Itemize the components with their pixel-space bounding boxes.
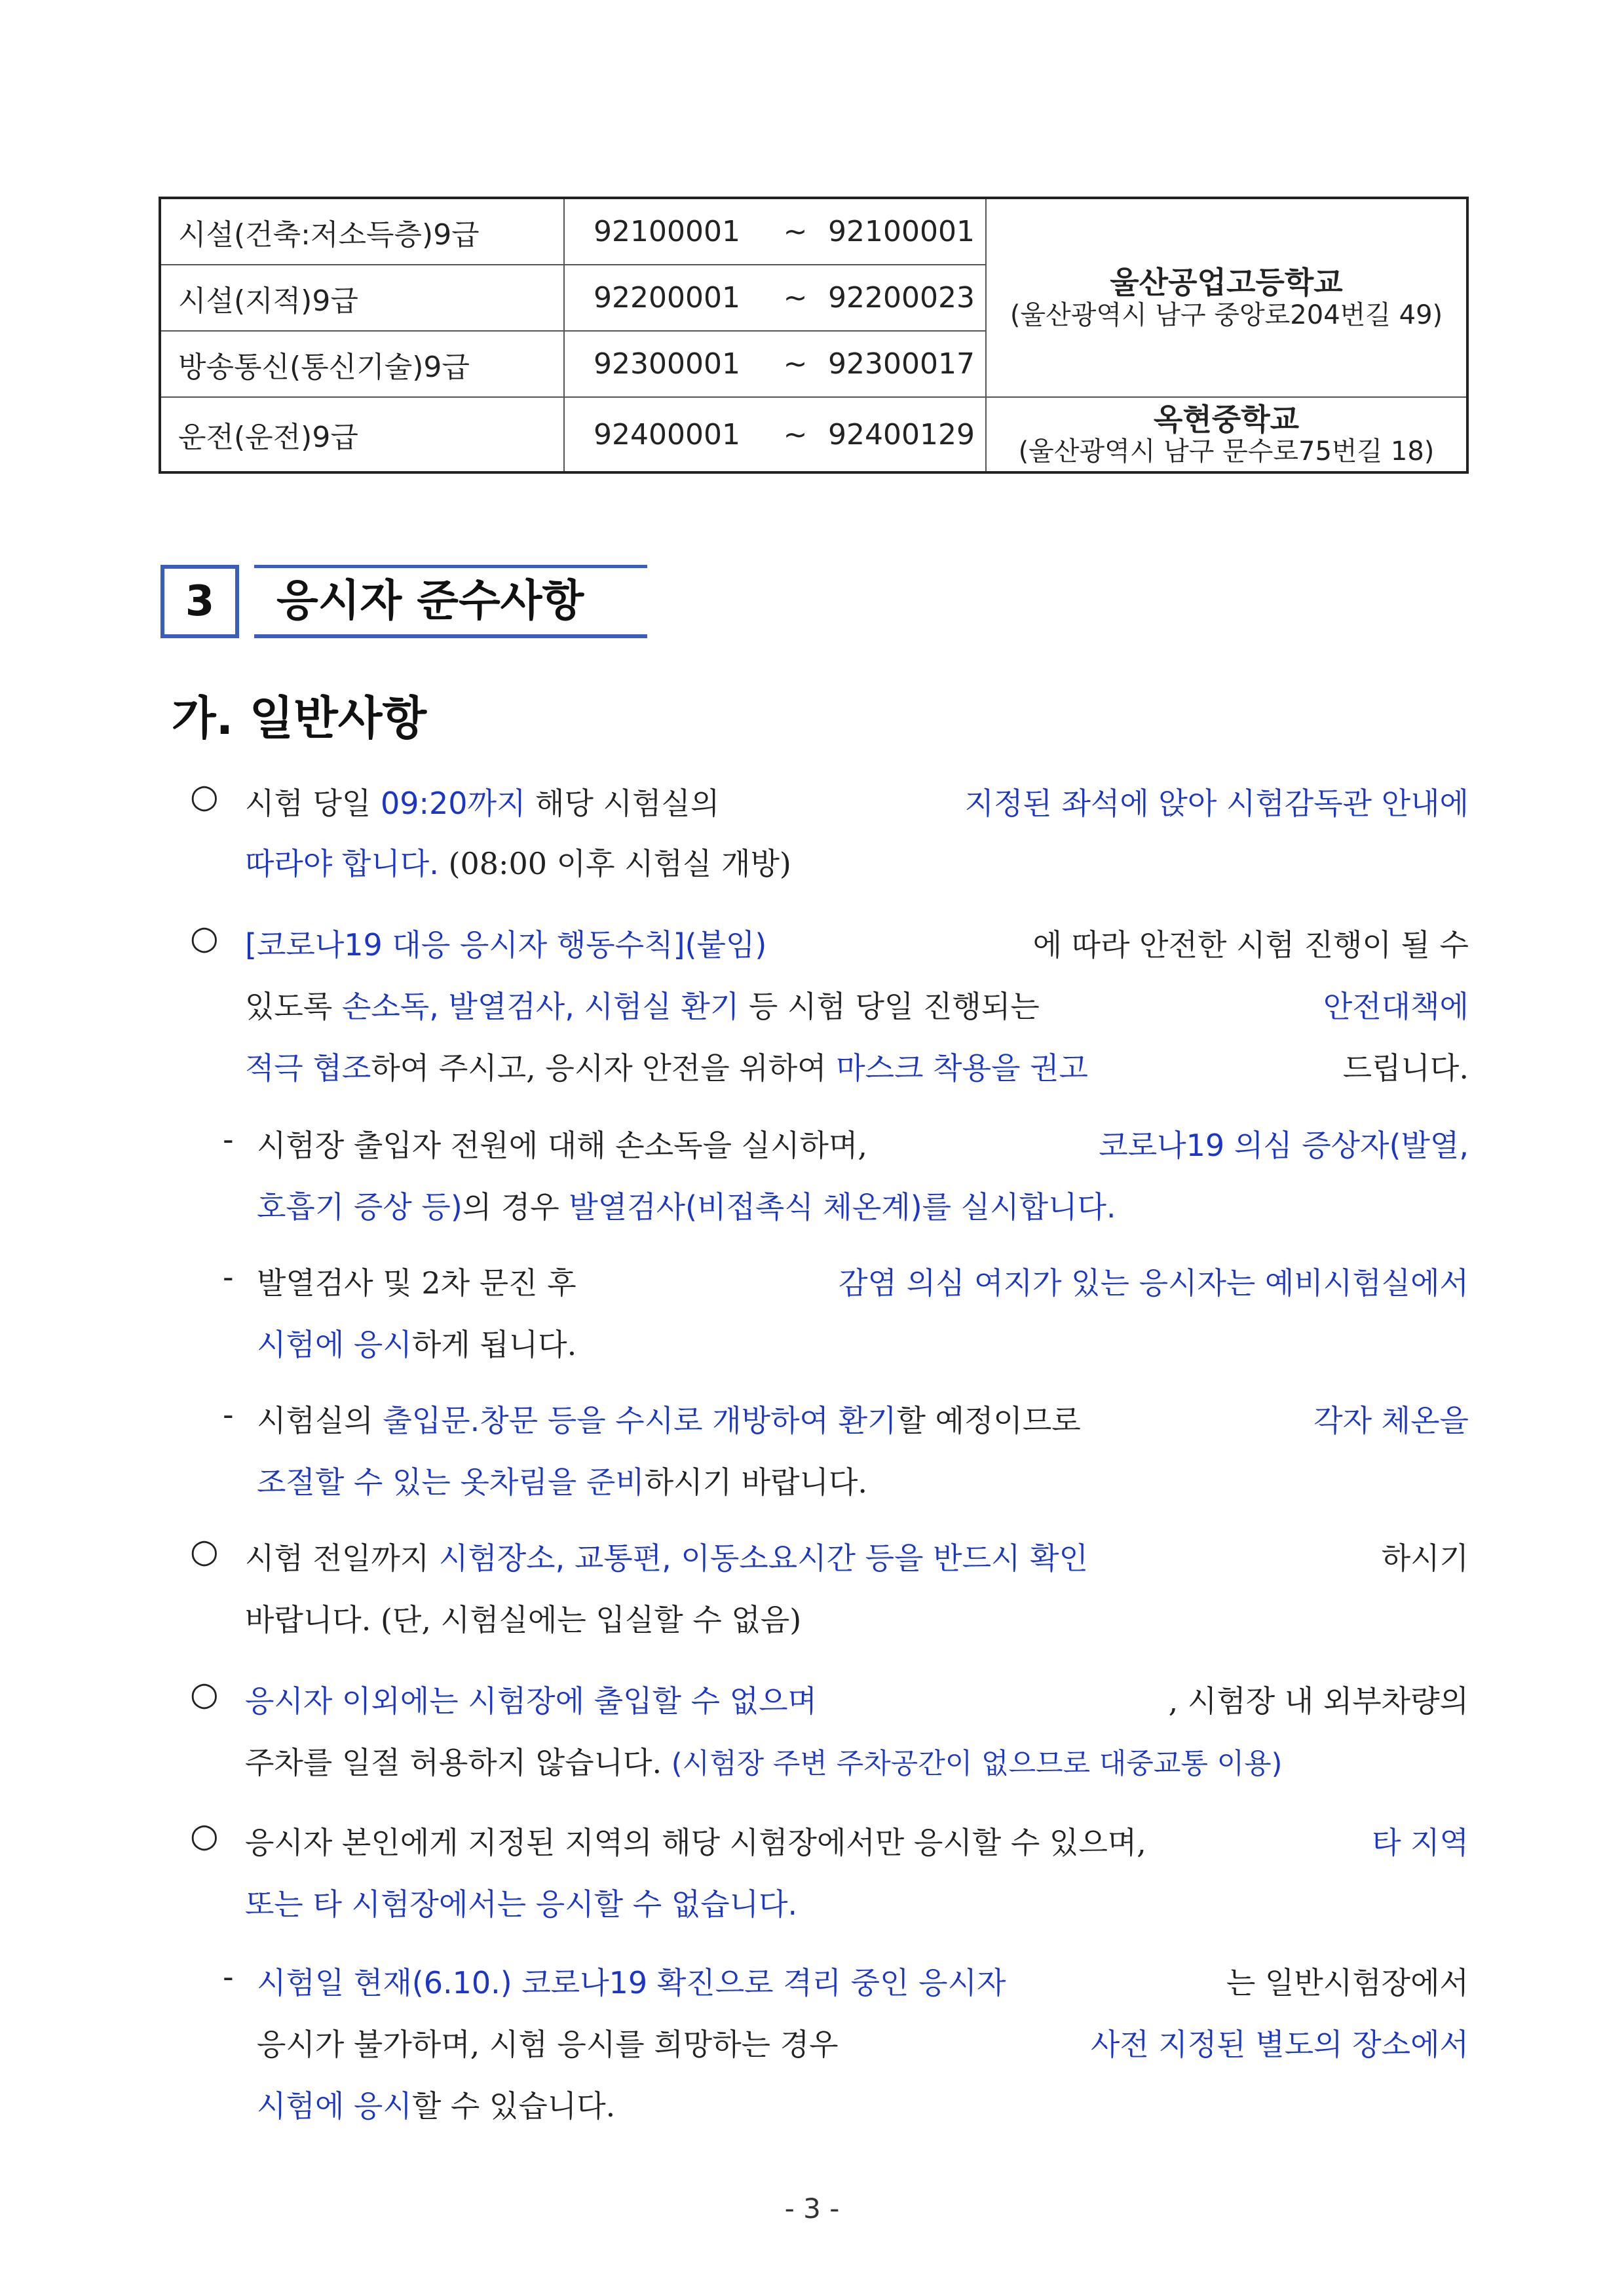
paragraph-line bbox=[245, 780, 1469, 823]
paragraph-line bbox=[245, 983, 1469, 1026]
range-start: 92400001 bbox=[594, 417, 740, 451]
venue-cell bbox=[986, 198, 1467, 397]
dash-marker: - bbox=[223, 1397, 234, 1432]
bullet-circle: ○ bbox=[190, 1816, 219, 1854]
highlight-text: 감염 의심 여지가 있는 응시자는 예비시험실에서 bbox=[839, 1265, 1469, 1301]
highlight-text: 응시자 이외에는 시험장에 출입할 수 없으며 bbox=[245, 1683, 817, 1719]
range-tilde: ~ bbox=[783, 417, 808, 451]
text-run: 는 일반시험장에서 bbox=[1226, 1965, 1469, 2000]
text-run: 드립니다. bbox=[1342, 1050, 1469, 1086]
highlight-text: 코로나19 의심 증상자(발열, bbox=[1099, 1128, 1469, 1163]
highlight-text: 09:20까지 bbox=[381, 786, 526, 821]
text-run: 하시기 바랍니다. bbox=[644, 1464, 868, 1500]
highlight-text: 타 지역 bbox=[1372, 1825, 1469, 1860]
paragraph-line bbox=[245, 1739, 1282, 1782]
field-cell: 시설(지적)9급 bbox=[160, 265, 564, 331]
range-end: 92400129 bbox=[828, 417, 975, 451]
highlight-text: 발열검사(비접촉식 체온계)를 실시합니다. bbox=[569, 1189, 1116, 1225]
exam-number-table bbox=[159, 197, 1469, 474]
paragraph-line bbox=[257, 1321, 576, 1364]
paragraph-line bbox=[245, 1596, 801, 1639]
text-run: 주차를 일절 허용하지 않습니다. bbox=[245, 1745, 671, 1780]
text-run: 응시가 불가하며, 시험 응시를 희망하는 경우 bbox=[257, 2027, 839, 2062]
subsection-heading: 가. 일반사항 bbox=[172, 691, 427, 745]
range-end: 92200023 bbox=[828, 281, 975, 315]
text-run: 있도록 bbox=[245, 989, 342, 1024]
range-cell bbox=[564, 397, 986, 472]
highlight-text: (시험장 주변 주차공간이 없으므로 대중교통 이용) bbox=[671, 1748, 1283, 1780]
paragraph-line bbox=[245, 921, 1469, 965]
field-cell: 운전(운전)9급 bbox=[160, 397, 564, 472]
highlight-text: 적극 협조 bbox=[245, 1050, 371, 1086]
dash-marker: - bbox=[223, 1959, 234, 1995]
paragraph-line bbox=[257, 2021, 1469, 2064]
range-end: 92300017 bbox=[828, 347, 975, 381]
text-run: (08:00 이후 시험실 개방) bbox=[438, 846, 791, 881]
highlight-text: 안전대책에 bbox=[1323, 989, 1469, 1024]
highlight-text: 손소독, 발열검사, 시험실 환기 bbox=[341, 989, 740, 1024]
paragraph-line bbox=[245, 1044, 1469, 1088]
range-cell bbox=[564, 331, 986, 397]
venue-address: (울산광역시 남구 중앙로204번길 49) bbox=[1010, 299, 1443, 330]
text-run: 발열검사 및 2차 문진 후 bbox=[257, 1265, 576, 1301]
paragraph-line bbox=[245, 1881, 797, 1924]
paragraph-line bbox=[257, 1259, 1469, 1303]
bullet-circle: ○ bbox=[190, 1675, 219, 1713]
field-cell: 시설(건축:저소득층)9급 bbox=[160, 198, 564, 265]
highlight-text: 시험장소, 교통편, 이동소요시간 등을 반드시 확인 bbox=[438, 1540, 1088, 1576]
text-run: 해당 시험실의 bbox=[525, 786, 720, 821]
bullet-circle: ○ bbox=[190, 1532, 219, 1570]
highlight-text: 마스크 착용을 권고 bbox=[836, 1050, 1088, 1086]
highlight-text: 시험일 현재(6.10.) 코로나19 확진으로 격리 중인 응시자 bbox=[257, 1965, 1006, 2000]
text-run: 시험 당일 bbox=[245, 786, 381, 821]
page-number: - 3 - bbox=[784, 2192, 840, 2225]
text-run: 응시자 본인에게 지정된 지역의 해당 시험장에서만 응시할 수 있으며, bbox=[245, 1825, 1146, 1860]
highlight-text: 시험에 응시 bbox=[257, 1327, 412, 1362]
highlight-text: 지정된 좌석에 앉아 시험감독관 안내에 bbox=[964, 786, 1469, 821]
highlight-text: 호흡기 증상 등) bbox=[257, 1189, 463, 1225]
range-end: 92100001 bbox=[828, 215, 975, 248]
paragraph-line bbox=[245, 1535, 1469, 1578]
paragraph-line bbox=[257, 1959, 1469, 2002]
range-start: 92200001 bbox=[594, 281, 740, 315]
text-run: 의 경우 bbox=[462, 1189, 569, 1225]
text-run: 하시기 bbox=[1381, 1540, 1469, 1576]
range-tilde: ~ bbox=[783, 215, 808, 248]
dash-marker: - bbox=[223, 1259, 234, 1295]
paragraph-line bbox=[257, 1183, 1116, 1227]
section-number: 3 bbox=[161, 565, 239, 638]
range-tilde: ~ bbox=[783, 281, 808, 315]
range-tilde: ~ bbox=[783, 347, 808, 381]
text-run: 등 시험 당일 진행되는 bbox=[739, 989, 1040, 1024]
venue-name: 옥현중학교 bbox=[1153, 401, 1300, 437]
venue-name: 울산공업고등학교 bbox=[1110, 265, 1343, 301]
text-run: 할 수 있습니다. bbox=[411, 2088, 616, 2124]
highlight-text: 사전 지정된 별도의 장소에서 bbox=[1090, 2027, 1469, 2062]
text-run: 할 예정이므로 bbox=[896, 1403, 1081, 1438]
text-run: 하여 주시고, 응시자 안전을 위하여 bbox=[371, 1050, 837, 1086]
highlight-text: 또는 타 시험장에서는 응시할 수 없습니다. bbox=[245, 1886, 798, 1922]
text-run: 에 따라 안전한 시험 진행이 될 수 bbox=[1032, 927, 1469, 963]
range-cell bbox=[564, 265, 986, 331]
text-run: 시험장 출입자 전원에 대해 손소독을 실시하며, bbox=[257, 1128, 868, 1163]
paragraph-line bbox=[257, 1397, 1469, 1440]
highlight-text: 각자 체온을 bbox=[1313, 1403, 1469, 1438]
paragraph-line bbox=[257, 2082, 615, 2126]
range-cell bbox=[564, 198, 986, 265]
bullet-circle: ○ bbox=[190, 919, 219, 957]
highlight-text: 따라야 합니다. bbox=[245, 846, 439, 881]
paragraph-line bbox=[257, 1122, 1469, 1165]
field-cell: 방송통신(통신기술)9급 bbox=[160, 331, 564, 397]
section-title: 응시자 준수사항 bbox=[254, 565, 647, 638]
venue-cell bbox=[986, 397, 1467, 472]
text-run: 하게 됩니다. bbox=[411, 1327, 577, 1362]
paragraph-line bbox=[245, 1819, 1469, 1862]
bullet-circle: ○ bbox=[190, 777, 219, 815]
table-row bbox=[160, 397, 1467, 472]
paragraph-line bbox=[245, 1677, 1469, 1721]
highlight-text: 시험에 응시 bbox=[257, 2088, 412, 2124]
highlight-text: 조절할 수 있는 옷차림을 준비 bbox=[257, 1464, 645, 1500]
table-row bbox=[160, 198, 1467, 265]
highlight-text: 출입문.창문 등을 수시로 개방하여 환기 bbox=[383, 1403, 897, 1438]
text-run: 시험 전일까지 bbox=[245, 1540, 439, 1576]
range-start: 92300001 bbox=[594, 347, 740, 381]
paragraph-line bbox=[245, 840, 791, 883]
venue-address: (울산광역시 남구 문수로75번길 18) bbox=[1018, 436, 1435, 467]
text-run: , 시험장 내 외부차량의 bbox=[1168, 1683, 1469, 1719]
dash-marker: - bbox=[223, 1122, 234, 1157]
highlight-text: [코로나19 대응 응시자 행동수칙](붙임) bbox=[245, 927, 767, 963]
range-start: 92100001 bbox=[594, 215, 740, 248]
paragraph-line bbox=[257, 1459, 867, 1502]
text-run: 시험실의 bbox=[257, 1403, 383, 1438]
text-run: 바랍니다. (단, 시험실에는 입실할 수 없음) bbox=[245, 1602, 802, 1637]
